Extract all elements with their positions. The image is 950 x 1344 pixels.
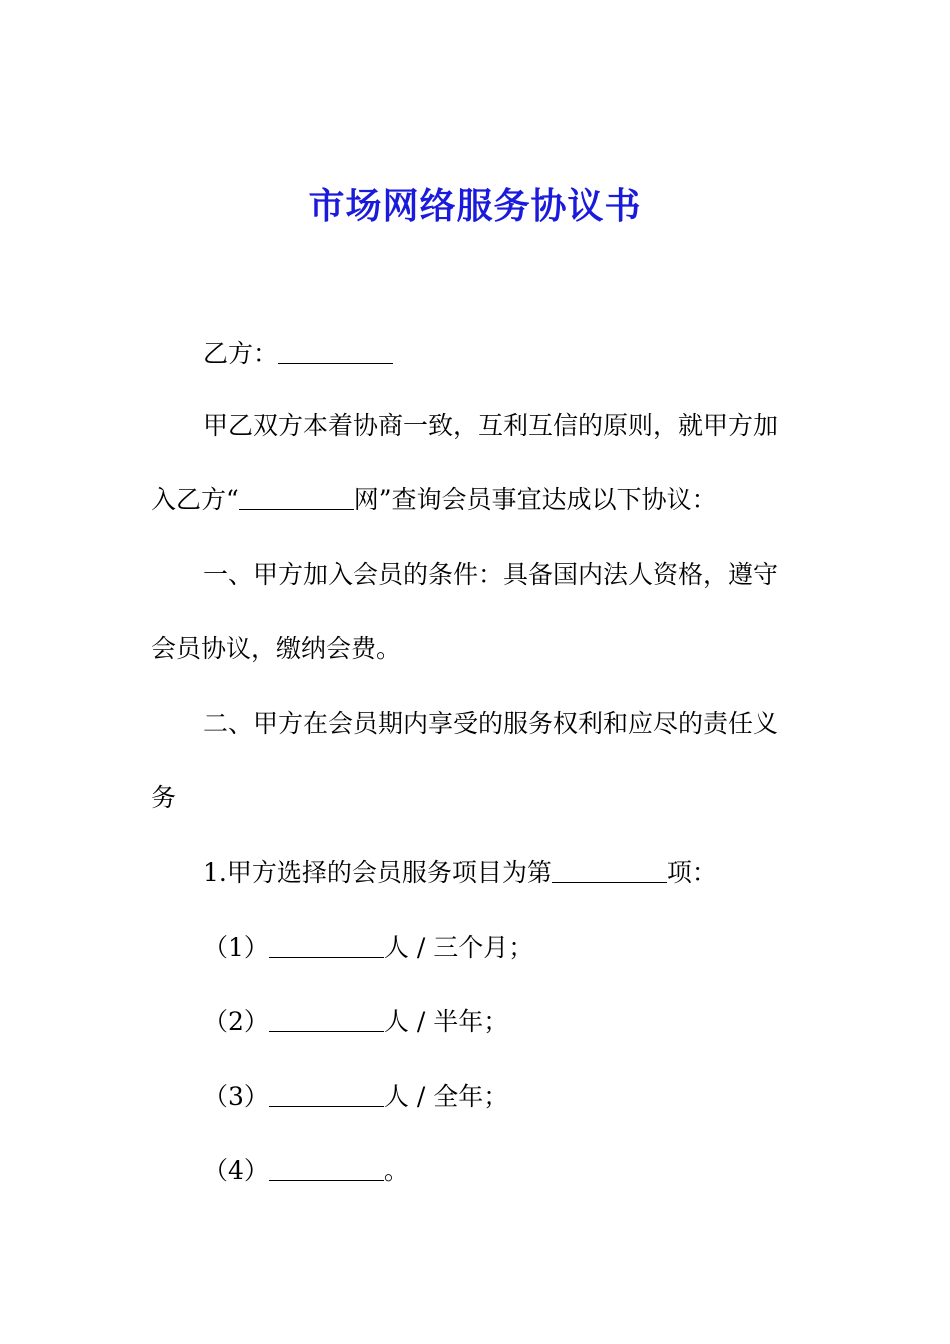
option-3-pre: （3） xyxy=(203,1082,269,1111)
option-2-blank[interactable] xyxy=(269,1009,384,1032)
option-1-line xyxy=(203,932,533,964)
option-1-blank[interactable] xyxy=(269,935,384,958)
option-3-blank[interactable] xyxy=(269,1084,384,1107)
item-1-post: 项： xyxy=(666,858,717,887)
option-2-post: 人 / 半年； xyxy=(383,1007,509,1036)
option-2-line xyxy=(203,1006,508,1038)
option-4-post: 。 xyxy=(383,1156,409,1185)
service-item-blank[interactable] xyxy=(552,860,667,883)
website-name-blank[interactable] xyxy=(239,487,354,510)
section-1-line-1: 一、甲方加入会员的条件：具备国内法人资格，遵守 xyxy=(203,560,779,589)
intro-line-1: 甲乙双方本着协商一致，互利互信的原则，就甲方加 xyxy=(203,411,779,440)
intro-line-2-post: 网”查询会员事宜达成以下协议： xyxy=(353,485,717,514)
item-1-pre: 1.甲方选择的会员服务项目为第 xyxy=(203,858,552,887)
section-2-line-2: 务 xyxy=(151,783,177,812)
option-4-pre: （4） xyxy=(203,1156,269,1185)
party-b-blank[interactable] xyxy=(278,341,393,364)
document-title: 市场网络服务协议书 xyxy=(308,186,642,227)
party-b-label: 乙方： xyxy=(203,339,279,368)
section-1-line-2: 会员协议，缴纳会费。 xyxy=(151,634,402,663)
option-4-blank[interactable] xyxy=(269,1158,384,1181)
option-1-post: 人 / 三个月； xyxy=(383,933,534,962)
option-2-pre: （2） xyxy=(203,1007,269,1036)
option-1-pre: （1） xyxy=(203,933,269,962)
option-4-line xyxy=(203,1155,409,1187)
party-b-line xyxy=(203,338,393,370)
item-1-line xyxy=(203,857,717,889)
option-3-line xyxy=(203,1081,508,1113)
option-3-post: 人 / 全年； xyxy=(383,1082,509,1111)
intro-line-2-pre: 入乙方“ xyxy=(151,485,239,514)
section-2-line-1: 二、甲方在会员期内享受的服务权利和应尽的责任义 xyxy=(203,709,779,738)
intro-line-2 xyxy=(151,484,717,516)
